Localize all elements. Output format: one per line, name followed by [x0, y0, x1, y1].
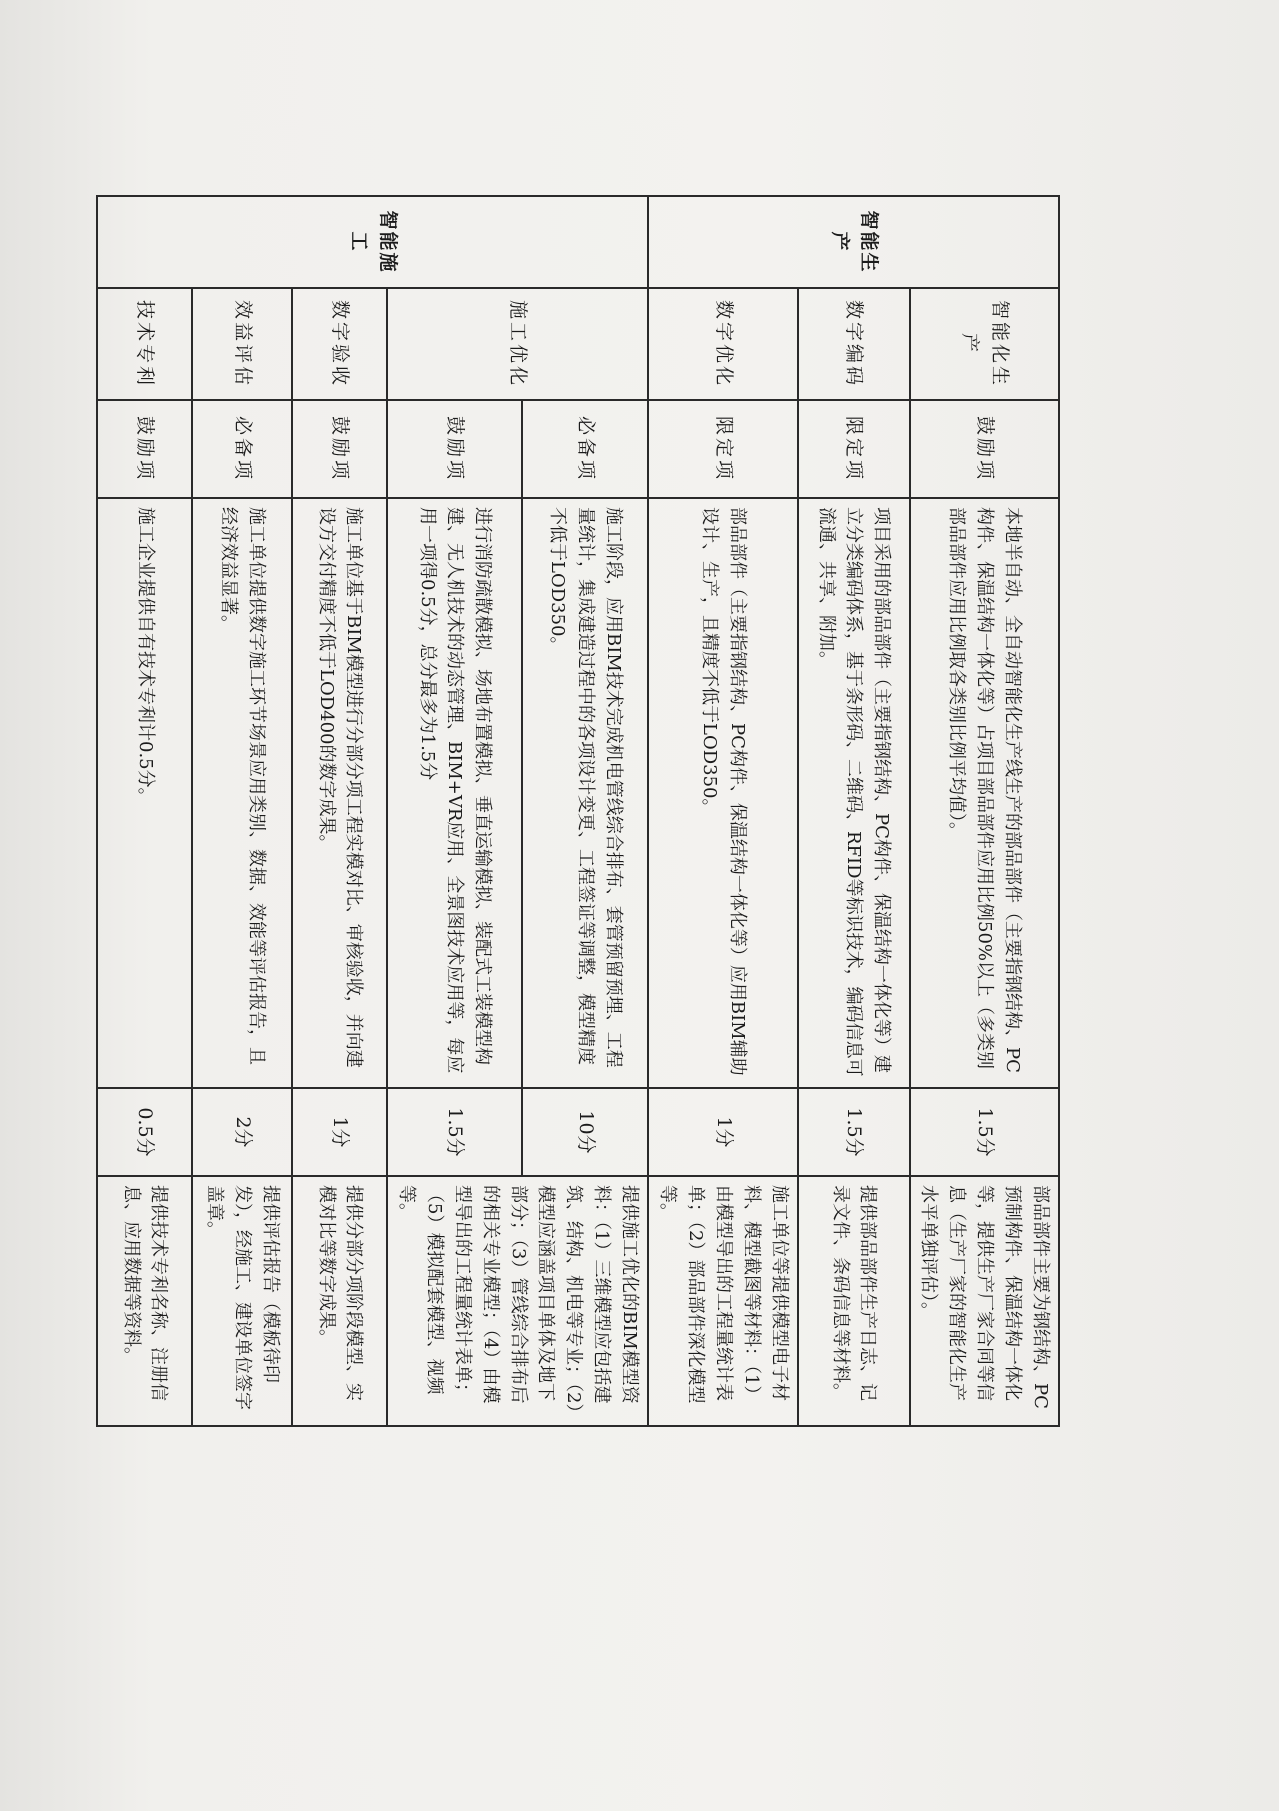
scoring-table — [96, 195, 1060, 1427]
rotated-table-container — [120, 195, 1060, 1425]
material-cell: 提供技术专利名称、注册信息、应用数据等资料。 — [97, 1176, 192, 1426]
requirement-cell: 施工单位提供数字施工环节场景应用类别、数据、效能等评估报告，且经济效益显著。 — [192, 498, 292, 1088]
item-type-cell: 必备项 — [522, 400, 648, 498]
table-row — [648, 196, 797, 1426]
score-cell: 1分 — [292, 1088, 387, 1176]
requirement-cell: 项目采用的部品部件（主要指钢结构、PC构件、保温结构一体化等）建立分类编码体系，基于条形码、二维码、RFID等标识技术，编码信息可流通、共享、附加。 — [798, 498, 910, 1088]
item-type-cell: 必备项 — [192, 400, 292, 498]
requirement-cell: 施工阶段，应用BIM技术完成机电管线综合排布、套管预留预埋、工程量统计，集成建造过程中的各项设计变更、工程签证等调整，模型精度不低于LOD350。 — [522, 498, 648, 1088]
table-row — [798, 196, 910, 1426]
table-row — [522, 196, 648, 1426]
item-type-cell: 鼓励项 — [910, 400, 1059, 498]
score-cell: 1.5分 — [798, 1088, 910, 1176]
item-type-cell: 限定项 — [648, 400, 797, 498]
material-cell: 提供分部分项阶段模型、实模对比等数字成果。 — [292, 1176, 387, 1426]
score-cell: 1分 — [648, 1088, 797, 1176]
subcategory-cell: 数字编码 — [798, 288, 910, 400]
score-cell: 10分 — [522, 1088, 648, 1176]
requirement-cell: 进行消防疏散模拟、场地布置模拟、垂直运输模拟、装配式工装模型构建、无人机技术的动态管理、BIM+VR应用、全景图技术应用等，每应用一项得0.5分，总分最多为1.5分 — [387, 498, 522, 1088]
item-type-cell: 限定项 — [798, 400, 910, 498]
requirement-cell: 施工单位基于BIM模型进行分部分项工程实模对比、审核验收，并向建设方交付精度不低于LOD400的数字成果。 — [292, 498, 387, 1088]
table-row — [97, 196, 192, 1426]
subcategory-cell: 智能化生产 — [910, 288, 1059, 400]
category-cell: 智能生产 — [648, 196, 1059, 288]
material-cell: 部品部件主要为钢结构、PC预制构件、保温结构一体化等，提供生产厂家合同等信息（生产厂家的智能化生产水平单独评估）。 — [910, 1176, 1059, 1426]
subcategory-cell: 技术专利 — [97, 288, 192, 400]
item-type-cell: 鼓励项 — [292, 400, 387, 498]
table-row — [910, 196, 1059, 1426]
item-type-cell: 鼓励项 — [97, 400, 192, 498]
material-cell: 提供施工优化的BIM模型资料：（1）三维模型应包括建筑、结构、机电等专业；（2）模型应涵盖项目单体及地下部分；（3）管线综合排布后的相关专业模型；（4）由模型导出的工程量统计表单；（5）模拟配套模型、视频等。 — [387, 1176, 648, 1426]
score-cell: 2分 — [192, 1088, 292, 1176]
material-cell: 提供评估报告（模板待印发），经施工、建设单位签字盖章。 — [192, 1176, 292, 1426]
category-cell: 智能施工 — [97, 196, 648, 288]
subcategory-cell: 数字优化 — [648, 288, 797, 400]
item-type-cell: 鼓励项 — [387, 400, 522, 498]
score-cell: 0.5分 — [97, 1088, 192, 1176]
requirement-cell: 本地半自动、全自动智能化生产线生产的部品部件（主要指钢结构、PC构件、保温结构一体化等）占项目部品部件应用比例50%以上（多类别部品部件应用比例取各类别比例平均值）。 — [910, 498, 1059, 1088]
material-cell: 施工单位等提供模型电子材料、模型截图等材料：（1）由模型导出的工程量统计表单；（2）部品部件深化模型等。 — [648, 1176, 797, 1426]
table-row — [192, 196, 292, 1426]
subcategory-cell: 数字验收 — [292, 288, 387, 400]
material-cell: 提供部品部件生产日志、记录文件、条码信息等材料。 — [798, 1176, 910, 1426]
table-row — [292, 196, 387, 1426]
score-cell: 1.5分 — [387, 1088, 522, 1176]
score-cell: 1.5分 — [910, 1088, 1059, 1176]
requirement-cell: 施工企业提供自有技术专利计0.5分。 — [97, 498, 192, 1088]
subcategory-cell: 施工优化 — [387, 288, 648, 400]
subcategory-cell: 效益评估 — [192, 288, 292, 400]
requirement-cell: 部品部件（主要指钢结构、PC构件、保温结构一体化等）应用BIM辅助设计、生产，且精度不低于LOD350。 — [648, 498, 797, 1088]
